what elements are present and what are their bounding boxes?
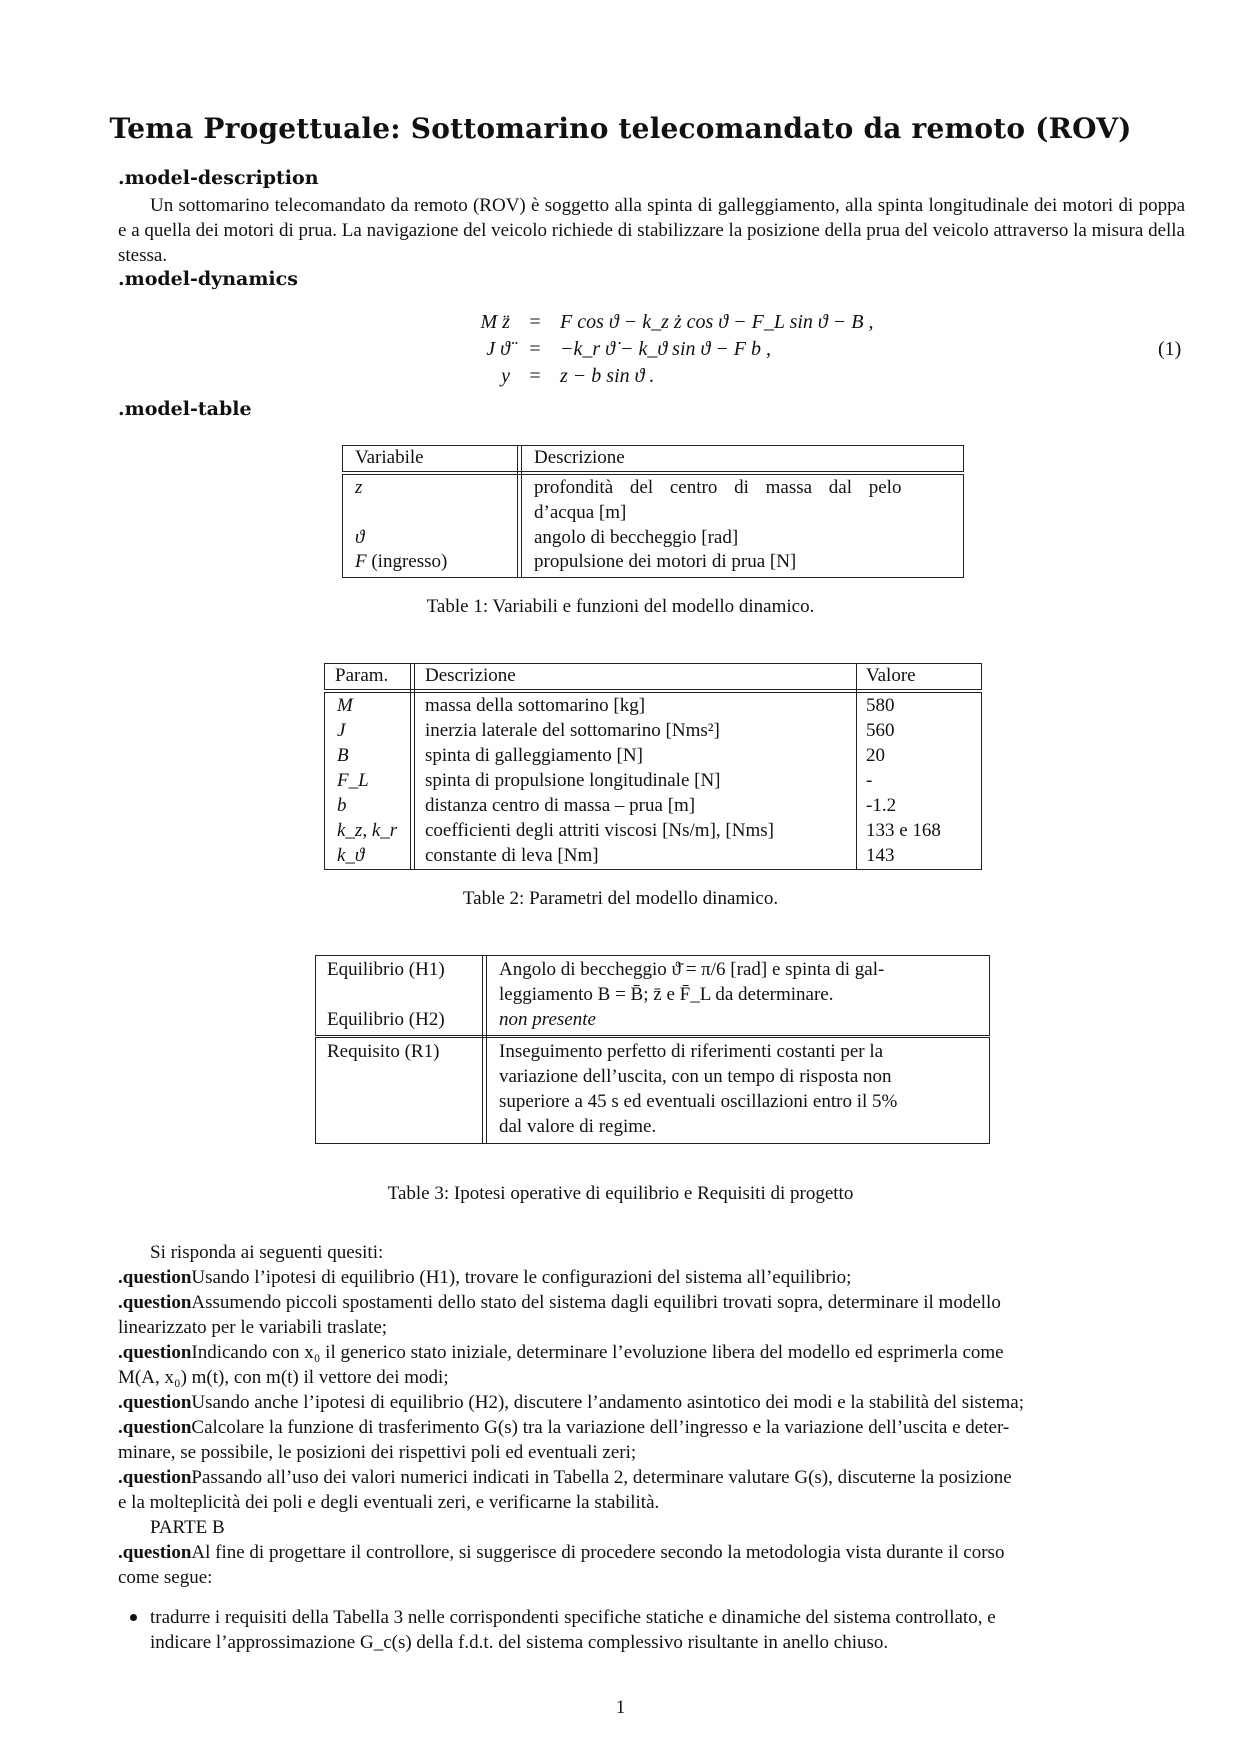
row-text-line: leggiamento B = B̄; z̄ e F̄_L da determinare. — [499, 984, 834, 1005]
table-cell-desc: spinta di galleggiamento [N] — [425, 745, 643, 766]
table-cell-value: - — [866, 770, 873, 791]
table-cell-param: k_z, k_r — [337, 820, 398, 841]
question-item — [118, 1415, 1185, 1440]
question-text: Calcolare la funzione di trasferimento G(s) tra la variazione dell’ingresso e la variazione dell’uscita e deter- — [191, 1417, 1010, 1438]
bullet-icon — [130, 1614, 137, 1621]
equation-lhs: M z̈ — [480, 311, 510, 333]
table-caption: Table 2: Parametri del modello dinamico. — [462, 888, 779, 909]
equation-number: (1) — [1158, 338, 1182, 360]
part-b-heading: PARTE B — [150, 1517, 225, 1538]
bullet-list-item — [150, 1605, 1185, 1655]
question-item — [118, 1340, 1185, 1365]
row-label-r1: Requisito (R1) — [327, 1041, 440, 1062]
questions-intro: Si risponda ai seguenti quesiti: — [150, 1242, 384, 1263]
question-label: .question — [118, 1542, 192, 1563]
column-header: Variabile — [355, 447, 424, 468]
table-cell-var: ϑ — [355, 527, 365, 548]
section-label-description: .model-description — [118, 167, 319, 189]
table-cell-value: 560 — [866, 720, 895, 741]
question-item — [118, 1390, 1185, 1415]
equation-system — [440, 309, 873, 390]
question-item — [118, 1540, 1185, 1565]
table-cell-desc: d’acqua [m] — [534, 502, 627, 523]
equation-row — [440, 336, 873, 363]
column-divider — [856, 663, 857, 870]
question-text-continued: M(A, x₀) m(t), con m(t) il vettore dei modi; — [118, 1367, 449, 1388]
table-cell-desc: massa della sottomarino [kg] — [425, 695, 646, 716]
page-number: 1 — [615, 1697, 626, 1718]
table-cell-desc: distanza centro di massa – prua [m] — [425, 795, 696, 816]
equation-rhs: −k_r ϑ̇ − k_ϑ sin ϑ − F b , — [560, 338, 772, 360]
row-text-line: variazione dell’uscita, con un tempo di risposta non — [499, 1066, 892, 1087]
question-text-continued: come segue: — [118, 1567, 213, 1588]
table-cell-param: k_ϑ — [337, 845, 365, 866]
question-label: .question — [118, 1392, 192, 1413]
question-text: Passando all’uso dei valori numerici indicati in Tabella 2, determinare valutare G(s), discuterne la posizione — [191, 1467, 1012, 1488]
var-symbol: F — [355, 551, 367, 572]
table-cell-value: 133 e 168 — [866, 820, 941, 841]
column-divider — [486, 955, 487, 1144]
equation-row — [440, 309, 873, 336]
bullet-text-line: tradurre i requisiti della Tabella 3 nelle corrispondenti specifiche statiche e dinamiche del sistema controllato, e — [150, 1607, 996, 1628]
column-header: Descrizione — [425, 665, 516, 686]
question-text-continued: linearizzato per le variabili traslate; — [118, 1317, 388, 1338]
section-label-table: .model-table — [118, 398, 252, 420]
desc-line: profondità del centro di massa dal pelo — [534, 477, 902, 498]
table-cell-param: F_L — [337, 770, 369, 791]
question-text: Usando anche l’ipotesi di equilibrio (H2), discutere l’andamento asintotico dei modi e la stabilità del sistema; — [191, 1392, 1025, 1413]
column-header: Param. — [335, 665, 389, 686]
question-label: .question — [118, 1292, 192, 1313]
table-cell-value: 143 — [866, 845, 895, 866]
question-text-continued: minare, se possibile, le posizioni dei rispettivi poli ed eventuali zeri; — [118, 1442, 637, 1463]
equation-rhs: z − b sin ϑ . — [560, 365, 655, 387]
row-label-h2: Equilibrio (H2) — [327, 1009, 445, 1030]
table-caption: Table 1: Variabili e funzioni del modello dinamico. — [426, 596, 815, 617]
question-text: Usando l’ipotesi di equilibrio (H1), trovare le configurazioni del sistema all’equilibrio; — [191, 1267, 852, 1288]
question-text-continued: e la molteplicità dei poli e degli eventuali zeri, e verificarne la stabilità. — [118, 1492, 660, 1513]
column-divider — [410, 663, 411, 870]
table-cell-desc: propulsione dei motori di prua [N] — [534, 551, 797, 572]
table-cell-value: -1.2 — [866, 795, 897, 816]
table-cell-param: M — [337, 695, 353, 716]
equation-row — [440, 363, 873, 390]
question-text: Al fine di progettare il controllore, si suggerisce di procedere secondo la metodologia vista durante il corso — [191, 1542, 1005, 1563]
question-item — [118, 1290, 1185, 1315]
table-cell-param: b — [337, 795, 347, 816]
question-text: Assumendo piccoli spostamenti dello stato del sistema dagli equilibri trovati sopra, determinare il modello — [191, 1292, 1001, 1313]
equals-sign: = — [529, 365, 541, 387]
equation-lhs: J ϑ̈ — [486, 338, 510, 360]
var-suffix: (ingresso) — [371, 551, 448, 572]
column-divider — [414, 663, 415, 870]
column-divider — [482, 955, 483, 1144]
row-text-line: Angolo di beccheggio ϑ̄ = π/6 [rad] e spinta di gal- — [499, 959, 885, 980]
row-text-line: dal valore di regime. — [499, 1116, 657, 1137]
table-cell-desc: constante di leva [Nm] — [425, 845, 599, 866]
question-item — [118, 1265, 1185, 1290]
table-header-box — [342, 445, 964, 472]
table-cell-var — [355, 551, 447, 573]
table-cell-desc: angolo di beccheggio [rad] — [534, 527, 739, 548]
table-caption: Table 3: Ipotesi operative di equilibrio e Requisiti di progetto — [387, 1183, 854, 1204]
table-cell-param: J — [337, 720, 346, 741]
question-item — [118, 1465, 1185, 1490]
question-label: .question — [118, 1342, 192, 1363]
table-cell-desc: inerzia laterale del sottomarino [Nms²] — [425, 720, 720, 741]
table-cell-desc — [534, 477, 950, 499]
table-cell-desc: coefficienti degli attriti viscosi [Ns/m], [Nms] — [425, 820, 774, 841]
table-cell-var: z — [355, 477, 363, 498]
row-text-line: non presente — [499, 1009, 596, 1030]
equals-sign: = — [529, 338, 541, 360]
section-label-dynamics: .model-dynamics — [118, 268, 298, 290]
question-label: .question — [118, 1467, 192, 1488]
question-label: .question — [118, 1417, 192, 1438]
column-header: Descrizione — [534, 447, 625, 468]
column-divider — [521, 445, 522, 578]
row-text-line: superiore a 45 s ed eventuali oscillazioni entro il 5% — [499, 1091, 898, 1112]
question-text: Indicando con x₀ il generico stato iniziale, determinare l’evoluzione libera del modello ed esprimerla come — [191, 1342, 1004, 1363]
row-label-h1: Equilibrio (H1) — [327, 959, 445, 980]
equation-lhs: y — [501, 365, 510, 387]
table-cell-param: B — [337, 745, 349, 766]
table-cell-desc: spinta di propulsione longitudinale [N] — [425, 770, 721, 791]
page-title: Tema Progettuale: Sottomarino telecomandato da remoto (ROV) — [109, 112, 1132, 145]
row-text-line: Inseguimento perfetto di riferimenti costanti per la — [499, 1041, 884, 1062]
bullet-text-line: indicare l’approssimazione G_c(s) della f.d.t. del sistema complessivo risultante in anello chiuso. — [150, 1632, 889, 1653]
description-paragraph: Un sottomarino telecomandato da remoto (ROV) è soggetto alla spinta di galleggiamento, alla spinta longitudinale dei motori di poppa e a quella dei motori di prua. La navigazione del veicolo richiede di stabilizzare la posizione della prua del veicolo attraverso la misura della stessa. — [118, 195, 1185, 266]
equation-rhs: F cos ϑ − k_z ż cos ϑ − F_L sin ϑ − B , — [560, 311, 874, 333]
equals-sign: = — [529, 311, 541, 333]
column-header: Valore — [866, 665, 916, 686]
table-cell-value: 20 — [866, 745, 885, 766]
column-divider — [517, 445, 518, 578]
table-cell-value: 580 — [866, 695, 895, 716]
question-label: .question — [118, 1267, 192, 1288]
